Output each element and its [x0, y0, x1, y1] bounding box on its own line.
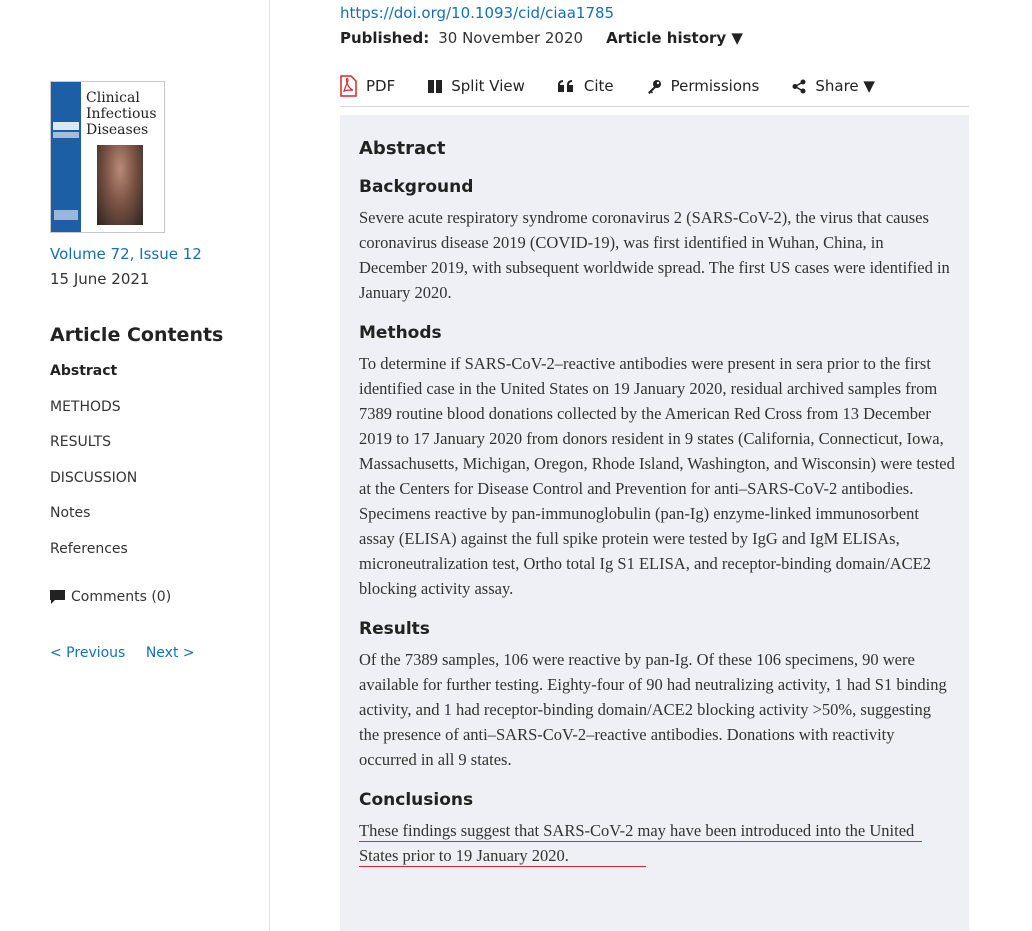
- background-heading: Background: [359, 177, 474, 197]
- pdf-button[interactable]: [340, 72, 395, 100]
- article-toolbar: [340, 72, 969, 107]
- doi-link[interactable]: https://doi.org/10.1093/cid/ciaa1785: [340, 4, 615, 22]
- conclusions-block: [359, 818, 950, 868]
- toc-item-references[interactable]: References: [50, 540, 128, 557]
- toc-item-discussion[interactable]: DISCUSSION: [50, 469, 138, 486]
- results-text: Of the 7389 samples, 106 were reactive by pan-Ig. Of these 106 specimens, 90 were available for further testing. Eighty-four of 90 had neutralizing activity, 1 had S1 binding activity, and 1 had receptor-binding domain/ACE2 blocking activity >50%, suggesting the presence of anti–SARS-CoV-2–reactive antibodies. Donations with reactivity occurred in all 9 states.: [359, 650, 947, 769]
- abstract-section: [340, 115, 969, 931]
- left-sidebar: [0, 0, 270, 931]
- toc-item-methods[interactable]: METHODS: [50, 398, 121, 415]
- cover-title: Clinical Infectious Diseases: [86, 90, 157, 138]
- article-pager: [50, 645, 195, 661]
- pdf-label: PDF: [366, 77, 396, 95]
- previous-article-link[interactable]: < Previous: [50, 645, 126, 661]
- issue-date: 15 June 2021: [50, 270, 150, 288]
- oxford-logo-icon: [54, 210, 78, 220]
- pdf-icon: [340, 75, 357, 97]
- split-view-button[interactable]: [428, 72, 525, 100]
- cover-portrait-image: [97, 145, 143, 225]
- results-heading: Results: [359, 619, 430, 639]
- share-dropdown[interactable]: [792, 72, 875, 100]
- conclusions-text: These findings suggest that SARS-CoV-2 may have been introduced into the United States prior to 19 January 2020.: [359, 821, 915, 865]
- cite-label: Cite: [583, 77, 614, 95]
- comment-icon: [50, 590, 65, 604]
- share-icon: [792, 79, 806, 94]
- permissions-button[interactable]: [647, 72, 760, 100]
- article-contents-list: [50, 363, 137, 577]
- toc-item-abstract[interactable]: Abstract: [50, 363, 118, 379]
- background-text: Severe acute respiratory syndrome coronavirus 2 (SARS-CoV-2), the virus that causes coronavirus disease 2019 (COVID-19), was first identified in Wuhan, China, in December 2019, with subsequent worldwide spread. The first US cases were identified in January 2020.: [359, 208, 950, 302]
- next-article-link[interactable]: Next >: [145, 645, 195, 661]
- publication-info: [340, 29, 743, 47]
- journal-cover-image[interactable]: [50, 81, 165, 233]
- quote-icon: [558, 80, 575, 93]
- share-label: Share ▼: [815, 77, 875, 95]
- methods-text: To determine if SARS-CoV-2–reactive antibodies were present in sera prior to the first identified case in the United States on 19 January 2020, residual archived samples from 7389 routine blood donations collected by the American Red Cross from 13 December 2019 to 17 January 2020 from donors resident in 9 states (California, Connecticut, Iowa, Massachusetts, Michigan, Oregon, Rhode Island, Washington, and Wisconsin) were tested at the Centers for Disease Control and Prevention for anti–SARS-CoV-2 antibodies. Specimens reactive by pan-immunoglobulin (pan-Ig) enzyme-linked immunosorbent assay (ELISA) against the full spike protein were tested by IgG and IgM ELISAs, microneutralization test, Ortho total Ig S1 ELISA, and receptor-binding domain/ACE2 blocking activity assay.: [359, 354, 955, 598]
- idsa-logo-icon: [53, 122, 79, 130]
- conclusions-heading: Conclusions: [359, 790, 474, 810]
- cite-button[interactable]: [558, 72, 614, 100]
- abstract-heading: Abstract: [359, 138, 446, 159]
- volume-issue-link[interactable]: Volume 72, Issue 12: [50, 245, 202, 263]
- comments-label: Comments (0): [71, 589, 172, 605]
- permissions-label: Permissions: [670, 77, 760, 95]
- comments-link[interactable]: [50, 589, 171, 605]
- key-icon: [647, 79, 662, 94]
- article-contents-heading: Article Contents: [50, 324, 224, 346]
- red-underline-2: [359, 866, 646, 867]
- red-underline-1: [359, 841, 922, 842]
- published-label: Published:: [340, 29, 430, 47]
- split-view-icon: [428, 80, 442, 93]
- published-date: 30 November 2020: [438, 29, 584, 47]
- hivma-logo-icon: [53, 132, 79, 138]
- methods-heading: Methods: [359, 323, 442, 343]
- toc-item-results[interactable]: RESULTS: [50, 434, 112, 451]
- article-history-dropdown[interactable]: Article history ▼: [606, 29, 743, 47]
- split-view-label: Split View: [451, 77, 525, 95]
- toc-item-notes[interactable]: Notes: [50, 505, 91, 522]
